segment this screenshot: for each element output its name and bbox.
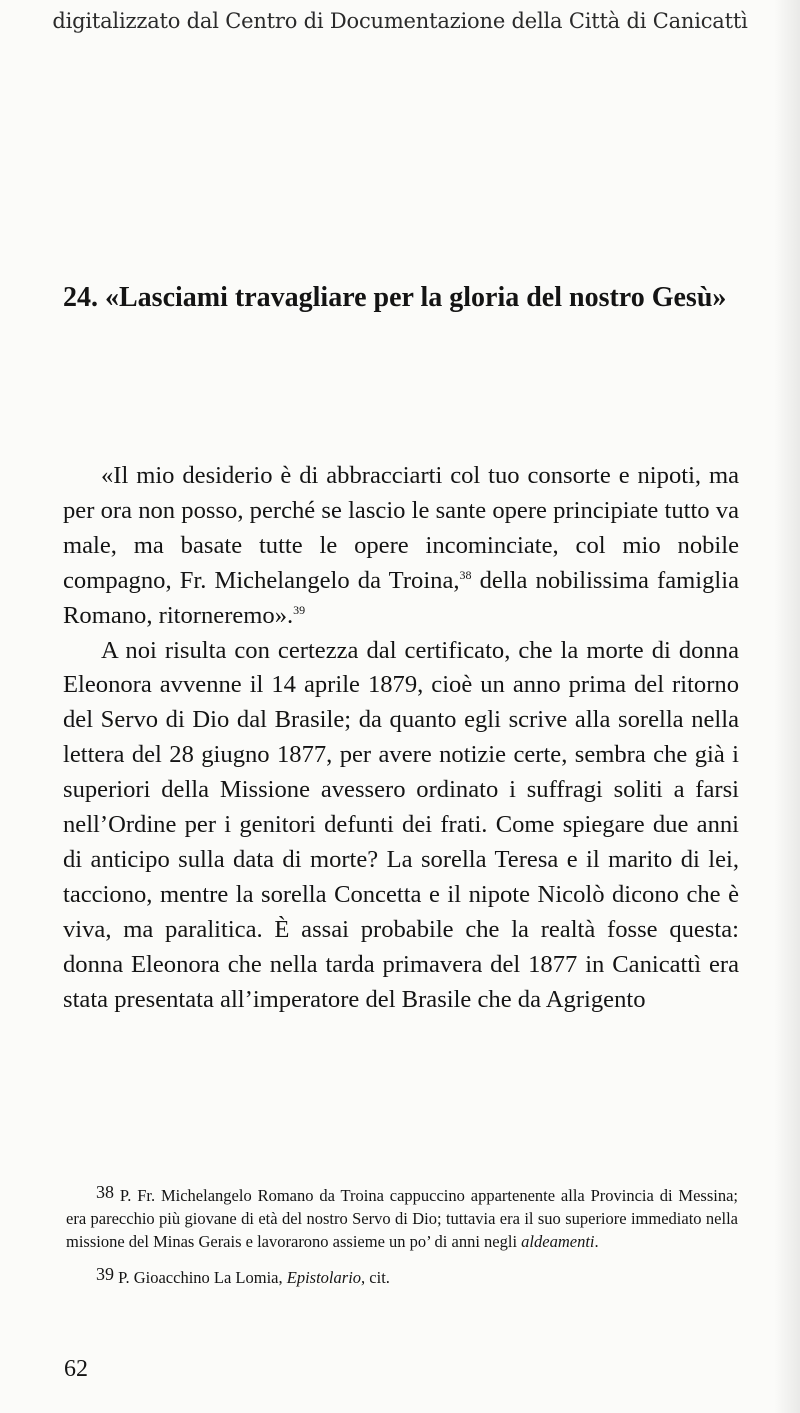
footnote-number: 39	[96, 1264, 114, 1284]
footnote-italic: aldeamenti	[521, 1232, 595, 1251]
footnote-italic: Epistolario	[286, 1268, 362, 1287]
chapter-title: 24. «Lasciami travagliare per la gloria del nostro Gesù»	[63, 282, 727, 313]
footnote-39	[66, 1263, 738, 1289]
footnote-number: 38	[96, 1182, 114, 1202]
footnote-ref-38[interactable]: 38	[459, 567, 472, 582]
quote-text-start: «Il mio desiderio è di abbracciarti col tuo consorte e nipoti, ma per ora non posso, perché se lascio le sante opere principiate tutto va male, ma basate tutte le opere incominciate, col mio nobile compagno, Fr. Michelangelo da Troina,	[63, 462, 739, 594]
quote-text-end: della nobilissima famiglia Romano, ritorneremo».	[63, 566, 739, 629]
body-text	[63, 459, 739, 1018]
paragraph-narrative: A noi risulta con certezza dal certificato, che la morte di donna Eleonora avvenne il 14 aprile 1879, cioè un anno prima del ritorno del Servo di Dio dal Brasile; da quanto egli scrive alla sorella nella lettera del 28 giugno 1877, per avere notizie certe, sembra che già i superiori della Missione avessero ordinato i suffragi soliti a farsi nell’Ordine per i genitori defunti dei frati. Come spiegare due anni di anticipo sulla data di morte? La sorella Teresa e il marito di lei, tacciono, mentre la sorella Concetta e il nipote Nicolò dicono che è viva, ma paralitica. È assai probabile che la realtà fosse questa: donna Eleonora che nella tarda primavera del 1877 in Canicattì era stata presentata all’imperatore del Brasile che da Agrigento	[63, 636, 739, 1013]
digitization-watermark: digitalizzato dal Centro di Documentazione della Città di Canicattì	[52, 9, 748, 33]
footnote-ref-39[interactable]: 39	[293, 602, 306, 617]
page-edge-shadow	[774, 0, 800, 1413]
footnotes	[66, 1181, 738, 1299]
footnote-38	[66, 1181, 738, 1253]
footnote-text: P. Fr. Michelangelo Romano da Troina cappuccino appartenente alla Provincia di Messina; era parecchio più giovane di età del nostro Servo di Dio; tuttavia era il suo superiore immediato nella missione del Minas Gerais e lavorarono assieme un po’ di anni negli	[66, 1186, 738, 1251]
footnote-end: .	[594, 1232, 599, 1251]
footnote-end: , cit.	[361, 1268, 390, 1287]
footnote-text: P. Gioacchino La Lomia,	[118, 1268, 287, 1287]
paragraph-quote	[63, 459, 739, 634]
page-number: 62	[64, 1356, 88, 1382]
